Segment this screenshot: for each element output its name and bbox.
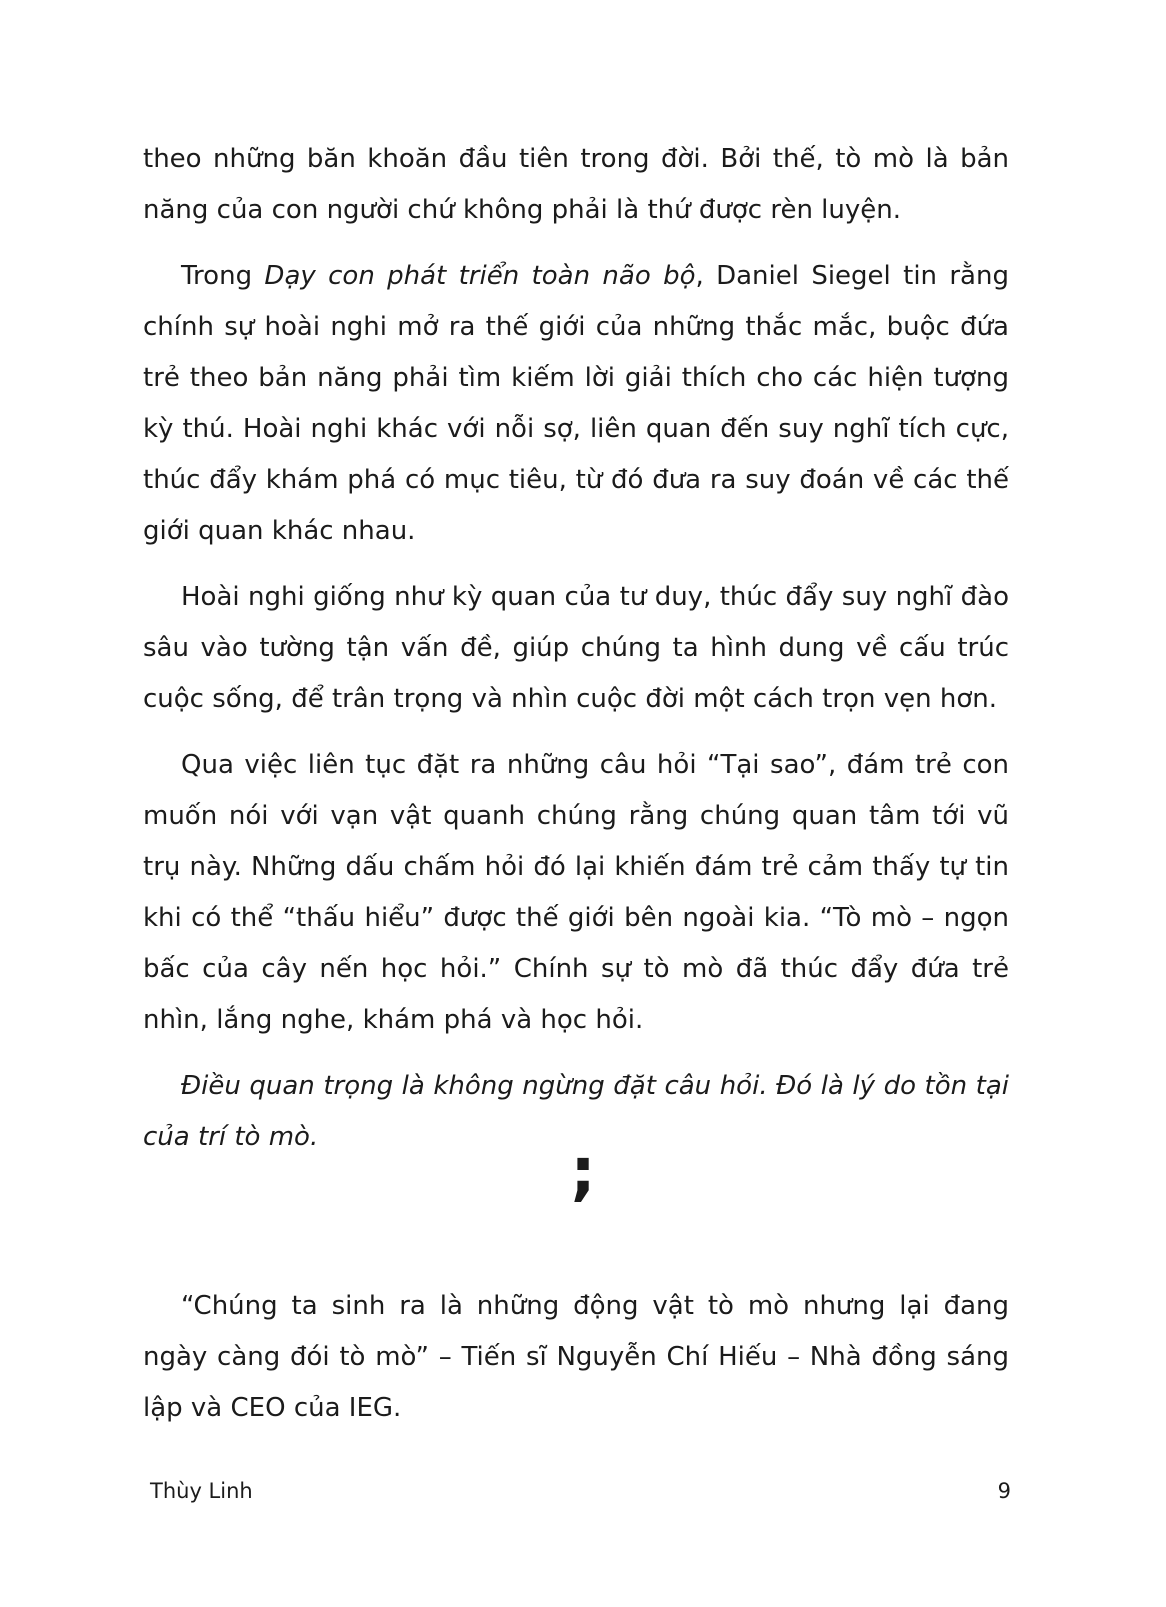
footer-author: Thùy Linh (150, 1479, 253, 1503)
page-number: 9 (997, 1479, 1011, 1503)
book-title: Dạy con phát triển toàn não bộ (264, 261, 696, 291)
paragraph-2-rest: , Daniel Siegel tin rằng chính sự hoài nghi mở ra thế giới của những thắc mắc, buộc đứa trẻ theo bản năng phải tìm kiếm lời giải thích cho các hiện tượng kỳ thú. Hoài nghi khác với nỗi sợ, liên quan đến suy nghĩ tích cực, thúc đẩy khám phá có mục tiêu, từ đó đưa ra suy đoán về các thế giới quan khác nhau. (143, 261, 1009, 546)
closing-quote: “Chúng ta sinh ra là những động vật tò mò nhưng lại đang ngày càng đói tò mò” – Tiến sĩ Nguyễn Chí Hiếu – Nhà đồng sáng lập và CEO của IEG. (143, 1291, 1009, 1423)
paragraph-2 (143, 251, 1009, 557)
section-separator: ; (570, 1135, 596, 1209)
paragraph-1: theo những băn khoăn đầu tiên trong đời. Bởi thế, tò mò là bản năng của con người chứ không phải là thứ được rèn luyện. (143, 144, 1009, 225)
paragraph-4: Qua việc liên tục đặt ra những câu hỏi “Tại sao”, đám trẻ con muốn nói với vạn vật quanh chúng rằng chúng quan tâm tới vũ trụ này. Những dấu chấm hỏi đó lại khiến đám trẻ cảm thấy tự tin khi có thể “thấu hiểu” được thế giới bên ngoài kia. “Tò mò – ngọn bấc của cây nến học hỏi.” Chính sự tò mò đã thúc đẩy đứa trẻ nhìn, lắng nghe, khám phá và học hỏi. (143, 750, 1009, 1035)
paragraph-5: Điều quan trọng là không ngừng đặt câu hỏi. Đó là lý do tồn tại của trí tò mò. (143, 1071, 1009, 1152)
body-text (143, 134, 1009, 1163)
paragraph-2-lead: Trong (181, 261, 265, 291)
paragraph-3: Hoài nghi giống như kỳ quan của tư duy, thúc đẩy suy nghĩ đào sâu vào tường tận vấn đề, giúp chúng ta hình dung về cấu trúc cuộc sống, để trân trọng và nhìn cuộc đời một cách trọn vẹn hơn. (143, 582, 1009, 714)
